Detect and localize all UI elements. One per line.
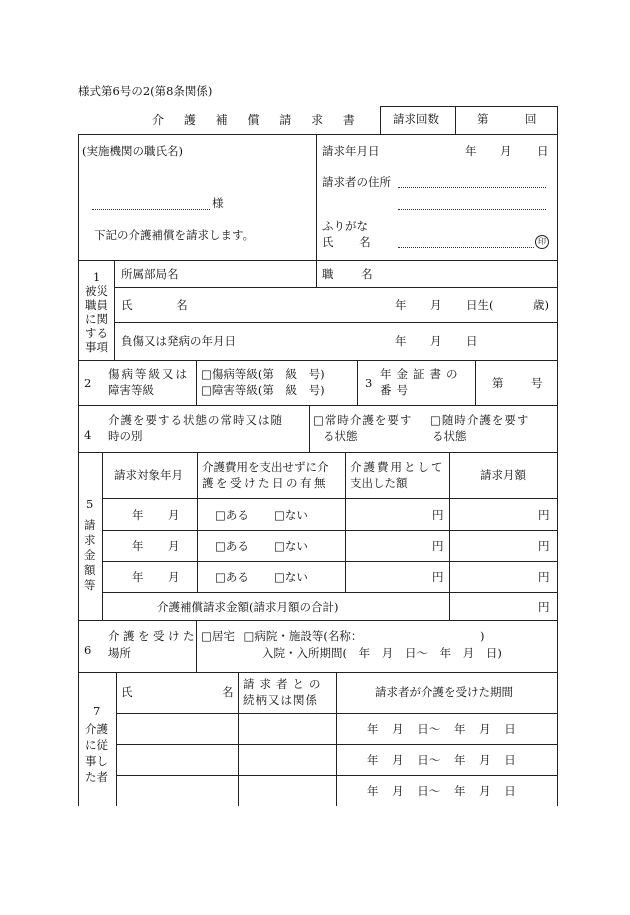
total-yen[interactable]: 円 — [538, 600, 550, 614]
section2-label: 傷病等級又は — [108, 367, 189, 381]
row-yes-checkbox[interactable]: □ある — [215, 539, 249, 553]
row-month[interactable]: 月 — [168, 570, 180, 584]
constant-care-option: る状態 — [323, 429, 358, 443]
pension-number-prefix: 第 — [492, 376, 504, 390]
row-year[interactable]: 年 — [132, 570, 144, 584]
section4-number: 4 — [84, 428, 92, 442]
section6-top-line — [78, 620, 557, 621]
injury-month[interactable]: 月 — [430, 334, 442, 348]
row-expense-yen[interactable]: 円 — [432, 508, 444, 522]
care-period-row[interactable]: 年 月 日〜 年 月 日 — [367, 722, 516, 736]
row-month[interactable]: 月 — [168, 508, 180, 522]
month-header: 請求対象年月 — [114, 468, 183, 482]
row-no-checkbox[interactable]: □ない — [274, 539, 308, 553]
claim-count-label: 請求回数 — [393, 112, 439, 126]
row-expense-yen[interactable]: 円 — [432, 570, 444, 584]
section5-label-char: 等 — [84, 578, 96, 592]
relation-header: 請求者との — [243, 677, 326, 691]
section7-number: 7 — [93, 704, 101, 718]
row-expense-yen[interactable]: 円 — [432, 539, 444, 553]
section1-label-line: 職員 — [85, 298, 108, 312]
claimant-name-field[interactable] — [398, 247, 534, 248]
form-number: 様式第6号の2(第8条関係) — [78, 84, 213, 98]
occasional-care-option: る状態 — [432, 429, 467, 443]
row-year[interactable]: 年 — [132, 508, 144, 522]
table-right-border — [557, 134, 558, 806]
injury-day[interactable]: 日 — [466, 334, 478, 348]
row-no-checkbox[interactable]: □ない — [274, 570, 308, 584]
section3-number: 3 — [365, 376, 373, 390]
total-label: 介護補償請求金額(請求月額の合計) — [157, 600, 339, 614]
section2-number: 2 — [84, 376, 92, 390]
addressee-label: (実施機関の職氏名) — [82, 144, 183, 158]
section5-label-char: 金 — [84, 548, 96, 562]
section7-label-line: 事し — [85, 754, 108, 768]
row-claim-yen[interactable]: 円 — [538, 570, 550, 584]
constant-care-option[interactable]: □常時介護を要す — [313, 413, 413, 427]
admission-period[interactable]: 入院・入所期間( 年 月 日〜 年 月 日) — [262, 646, 502, 660]
row-claim-yen[interactable]: 円 — [538, 539, 550, 553]
table-left-border — [78, 134, 79, 806]
not-paid-header: 介護費用を支出せずに介 — [202, 460, 329, 474]
position-label: 職 名 — [322, 267, 373, 281]
expense-header: 介護費用として — [350, 460, 445, 474]
section5-number: 5 — [86, 497, 94, 511]
claim-date-day[interactable]: 日 — [537, 144, 549, 158]
section4-label: 介護を要する状態の常時又は随 — [108, 413, 283, 427]
header-top-line — [380, 106, 557, 107]
care-period-header: 請求者が介護を受けた期間 — [375, 685, 513, 699]
expense-header: 支出した額 — [350, 476, 408, 490]
section6-label: 介護を受けた — [108, 629, 198, 643]
row-month[interactable]: 月 — [168, 539, 180, 553]
birth-month[interactable]: 月 — [430, 298, 442, 312]
care-period-row[interactable]: 年 月 日〜 年 月 日 — [367, 784, 516, 798]
relation-header: 続柄又は関係 — [243, 693, 318, 707]
row-yes-checkbox[interactable]: □ある — [215, 508, 249, 522]
claim-count-suffix[interactable]: 回 — [525, 112, 537, 126]
injury-date-label: 負傷又は発病の年月日 — [121, 334, 236, 348]
caregiver-name-header: 名 — [222, 685, 234, 699]
pension-number-suffix[interactable]: 号 — [531, 376, 543, 390]
request-text: 下記の介護補償を請求します。 — [94, 228, 255, 242]
address-field-1[interactable] — [398, 187, 546, 188]
addressee-name-field[interactable] — [92, 209, 210, 210]
care-period-row[interactable]: 年 月 日〜 年 月 日 — [367, 753, 516, 767]
section7-label-line: 介護 — [85, 722, 108, 736]
not-paid-header: 護を受けた日の有無 — [202, 476, 328, 490]
form-title: 介 護 補 償 請 求 書 — [152, 113, 363, 127]
section1-label-line: 事項 — [85, 340, 108, 354]
disability-grade-option[interactable]: □障害等級(第 級 号) — [201, 383, 325, 397]
section5-label-char: 求 — [84, 533, 96, 547]
address-field-2[interactable] — [398, 209, 546, 210]
section1-label-line: する — [85, 326, 108, 340]
row-year[interactable]: 年 — [132, 539, 144, 553]
occasional-care-option[interactable]: □随時介護を要す — [430, 413, 530, 427]
seal-icon: 印 — [535, 235, 549, 249]
row-yes-checkbox[interactable]: □ある — [215, 570, 249, 584]
injury-grade-option[interactable]: □傷病等級(第 級 号) — [201, 367, 325, 381]
claim-amount-header: 請求月額 — [480, 468, 526, 482]
section5-label-char: 額 — [84, 563, 96, 577]
claimant-name-label: 氏 名 — [322, 235, 371, 249]
section1-top-line — [78, 260, 557, 261]
section6-label: 場所 — [108, 646, 131, 660]
injury-year[interactable]: 年 — [395, 334, 407, 348]
section3-label: 番号 — [380, 383, 413, 397]
section4-top-line — [78, 405, 557, 406]
address-label: 請求者の住所 — [322, 175, 391, 189]
section7-label-line: た者 — [85, 770, 108, 784]
section7-label-line: に従 — [85, 738, 108, 752]
care-place-close: ) — [480, 629, 485, 643]
row-claim-yen[interactable]: 円 — [538, 508, 550, 522]
section5-label-char: 請 — [84, 518, 96, 532]
birth-year[interactable]: 年 — [395, 298, 407, 312]
section4-label: 時の別 — [108, 429, 143, 443]
row-no-checkbox[interactable]: □ない — [274, 508, 308, 522]
section1-label-line: 被災 — [85, 284, 108, 298]
victim-name-label: 氏 名 — [121, 298, 188, 312]
section7-top-line — [78, 672, 557, 673]
age[interactable]: 歳) — [533, 298, 549, 312]
section2-label: 障害等級 — [108, 383, 154, 397]
claim-date-year[interactable]: 年 — [465, 144, 477, 158]
claim-date-label: 請求年月日 — [322, 144, 380, 158]
birth-day[interactable]: 日生( — [466, 298, 494, 312]
section1-number: 1 — [93, 270, 101, 284]
caregiver-name-header: 氏 — [121, 685, 133, 699]
header-bottom-line — [78, 134, 557, 135]
addressee-honorific: 様 — [212, 196, 224, 210]
section6-number: 6 — [84, 643, 92, 657]
claim-count-prefix: 第 — [477, 112, 489, 126]
claim-date-month[interactable]: 月 — [500, 144, 512, 158]
section1-label-line: に関 — [85, 312, 108, 326]
furigana-label: ふりがな — [322, 219, 368, 233]
section5-top-line — [78, 452, 557, 453]
section3-label: 年金証書の — [380, 367, 463, 381]
section2-top-line — [78, 360, 557, 361]
dept-label: 所属部局名 — [121, 267, 179, 281]
care-place-options[interactable]: □居宅 □病院・施設等(名称： — [201, 629, 363, 643]
